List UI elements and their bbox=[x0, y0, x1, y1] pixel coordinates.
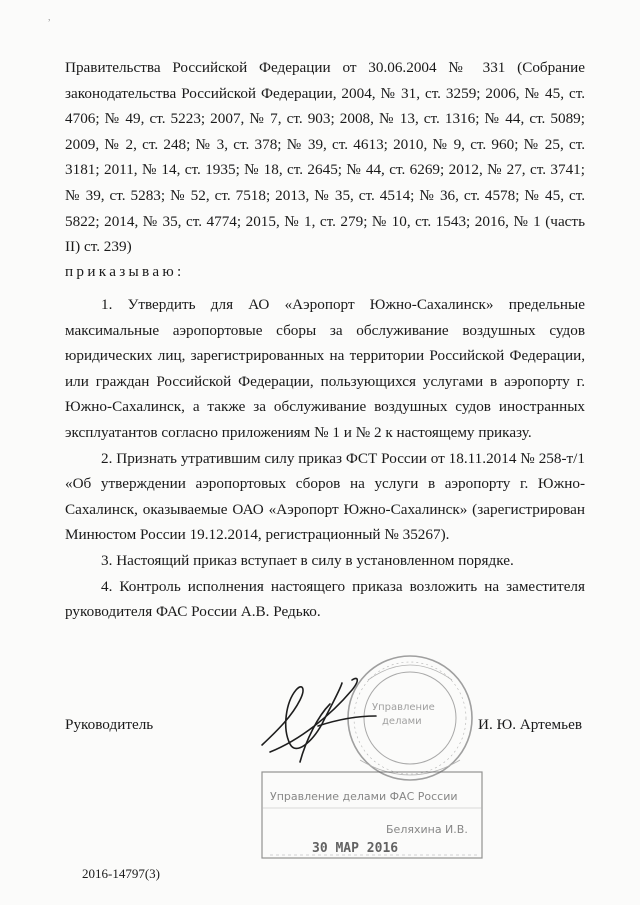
order-word: приказываю: bbox=[65, 263, 185, 280]
registration-stamp-name: Беляхина И.В. bbox=[386, 823, 468, 836]
signature-name: И. Ю. Артемьев bbox=[478, 716, 582, 733]
order-item-2: 2. Признать утратившим силу приказ ФСТ России от 18.11.2014 № 258-т/1 «Об утверждении аэропортовых сборов на услуги в аэропорту г. Южно-Сахалинск, оказываемые ОАО «Аэропорт Южно-Сахалинск» (зарегистрирован Минюстом России 19.12.2014, регистрационный № 35267). bbox=[65, 449, 585, 544]
round-stamp bbox=[348, 656, 472, 780]
lead-paragraph bbox=[65, 55, 585, 260]
registration-stamp-line: Управление делами ФАС России bbox=[270, 790, 458, 803]
scan-mark: , bbox=[48, 12, 51, 23]
round-stamp-line-1: Управление bbox=[372, 702, 435, 713]
order-items bbox=[65, 292, 585, 625]
order-item-3: 3. Настоящий приказ вступает в силу в установленном порядке. bbox=[101, 551, 514, 569]
round-stamp-line-2: делами bbox=[382, 716, 422, 727]
handwritten-signature bbox=[262, 678, 376, 762]
order-item-4: 4. Контроль исполнения настоящего приказа возложить на заместителя руководителя ФАС России А.В. Редько. bbox=[65, 577, 585, 621]
order-item-1: 1. Утвердить для АО «Аэропорт Южно-Сахалинск» предельные максимальные аэропортовые сборы за обслуживание воздушных судов юридических лиц, зарегистрированных на территории Российской Федерации, или граждан Российской Федерации, пользующихся услугами в аэропорту г. Южно-Сахалинск, а также за обслуживание воздушных судов иностранных эксплуатантов согласно приложениям № 1 и № 2 к настоящему приказу. bbox=[65, 296, 585, 441]
signature-role: Руководитель bbox=[65, 716, 154, 733]
registration-stamp bbox=[262, 772, 482, 858]
registration-stamp-date: 30 МАР 2016 bbox=[312, 841, 399, 856]
lead-text: Правительства Российской Федерации от 30.06.2004 № 331 (Собрание законодательства Российской Федерации, 2004, № 31, ст. 3259; 2006, № 45, ст. 4706; № 49, ст. 5223; 2007, № 7, ст. 903; 2008, № 13, ст. 1316; № 44, ст. 5089; 2009, № 2, ст. 248; № 3, ст. 378; № 39, ст. 4613; 2010, № 9, ст. 960; № 25, ст. 3181; 2011, № 14, ст. 1935; № 18, ст. 2645; № 44, ст. 6269; 2012, № 27, ст. 3741; № 39, ст. 5283; № 52, ст. 7518; 2013, № 35, ст. 4514; № 36, ст. 4578; № 45, ст. 5822; 2014, № 35, ст. 4774; 2015, № 1, ст. 279; № 10, ст. 1543; 2016, № 1 (часть II) ст. 239) bbox=[65, 59, 585, 256]
document-number: 2016-14797(3) bbox=[82, 866, 160, 881]
